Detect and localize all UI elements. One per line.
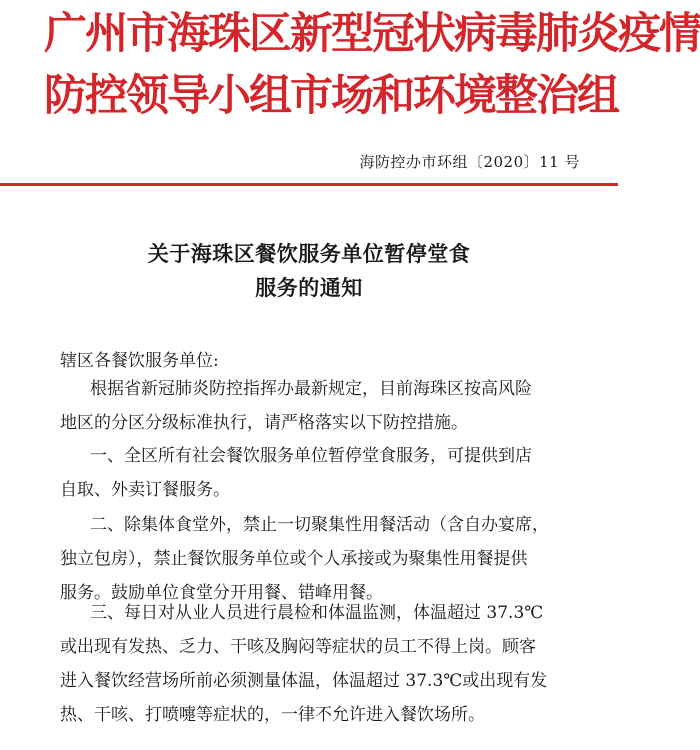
paragraph-line: 服务。鼓励单位食堂分开用餐、错峰用餐。 (60, 583, 383, 603)
paragraph-line: 自取、外卖订餐服务。 (60, 480, 230, 500)
paragraph-line: 进入餐饮经营场所前必须测量体温，体温超过 37.3℃或出现有发 (60, 671, 548, 691)
paragraph-item-2 (60, 508, 580, 610)
paragraph-line: 根据省新冠肺炎防控指挥办最新规定，目前海珠区按高风险 (90, 379, 532, 399)
paragraph-line: 热、干咳、打喷嚏等症状的，一律不允许进入餐饮场所。 (60, 705, 485, 725)
paragraph-item-3 (60, 596, 580, 732)
salutation: 辖区各餐饮服务单位: (60, 351, 219, 371)
notice-title-line-1: 关于海珠区餐饮服务单位暂停堂食 (147, 241, 471, 266)
document-number: 海防控办市环组〔2020〕11 号 (359, 153, 580, 171)
paragraph-line: 独立包房），禁止餐饮服务单位或个人承接或为聚集性用餐提供 (60, 549, 528, 569)
red-divider-line (0, 183, 618, 186)
paragraph-line: 三、每日对从业人员进行晨检和体温监测，体温超过 37.3℃ (90, 603, 544, 623)
paragraph-intro (60, 372, 580, 440)
paragraph-line: 或出现有发热、乏力、干咳及胸闷等症状的员工不得上岗。顾客 (60, 637, 536, 657)
issuer-header-line-1: 广州市海珠区新型冠状病毒肺炎疫情 (44, 9, 700, 59)
notice-title-line-2: 服务的通知 (255, 275, 363, 300)
paragraph-item-1 (60, 439, 580, 507)
paragraph-line: 二、除集体食堂外，禁止一切聚集性用餐活动（含自办宴席， (90, 515, 549, 535)
issuer-header-line-2: 防控领导小组市场和环境整治组 (44, 71, 618, 121)
paragraph-line: 地区的分区分级标准执行，请严格落实以下防控措施。 (60, 413, 468, 433)
paragraph-line: 一、全区所有社会餐饮服务单位暂停堂食服务，可提供到店 (90, 446, 532, 466)
